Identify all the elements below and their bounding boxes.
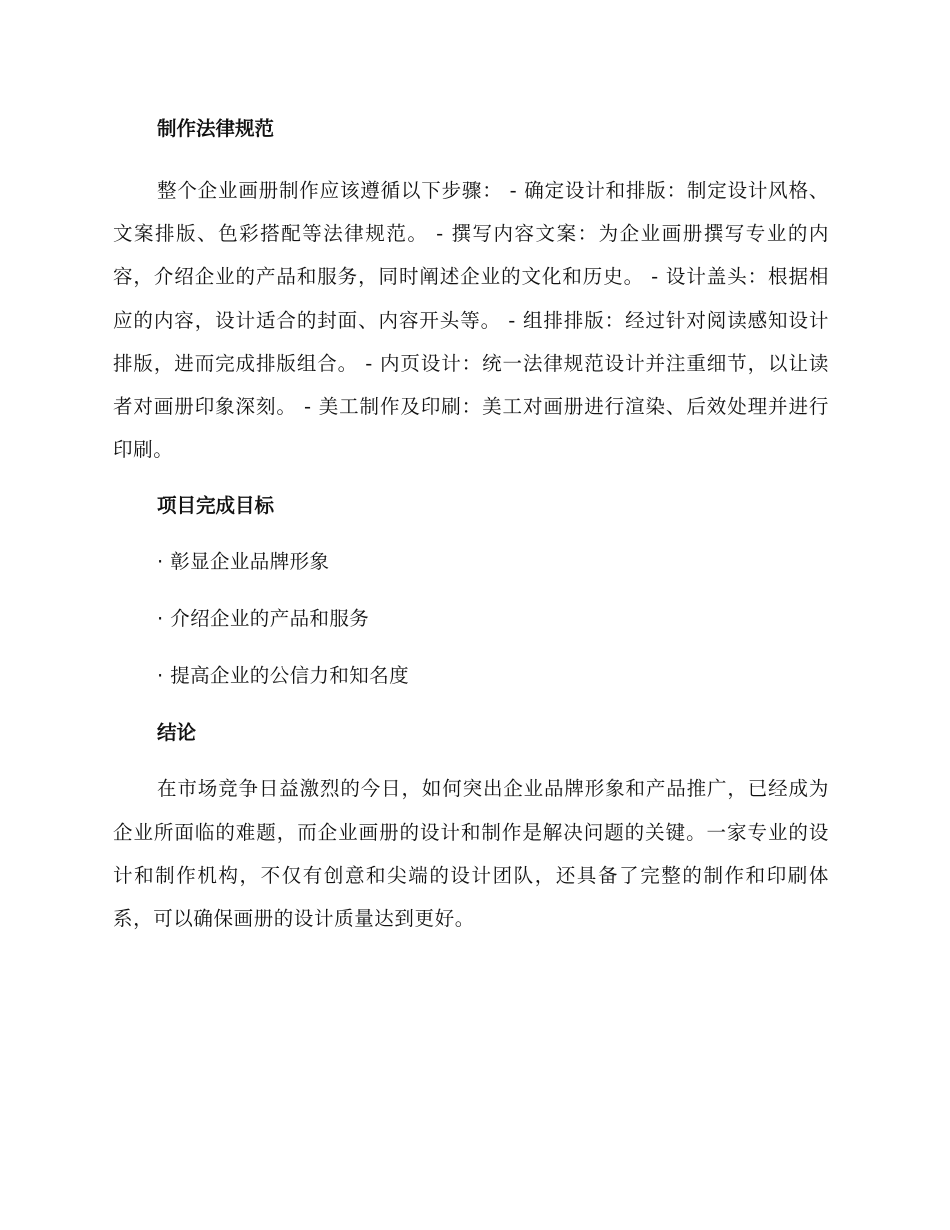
conclusion-paragraph: 在市场竞争日益激烈的今日，如何突出企业品牌形象和产品推广，已经成为企业所面临的难题，而企业画册的设计和制作是解决问题的关键。一家专业的设计和制作机构，不仅有创意和尖端的设计团队，还具备了完整的制作和印刷体系，可以确保画册的设计质量达到更好。 [113,777,829,931]
section-heading-legal: 制作法律规范 [157,117,275,140]
document-page [113,112,829,940]
legal-steps-paragraph: 整个企业画册制作应该遵循以下步骤： - 确定设计和排版：制定设计风格、文案排版、色彩搭配等法律规范。 - 撰写内容文案：为企业画册撰写专业的内容，介绍企业的产品和服务，同时阐述企业的文化和历史。 - 设计盖头：根据相应的内容，设计适合的封面、内容开头等。 - 组排排版：经过针对阅读感知设计排版，进而完成排版组合。 - 内页设计：统一法律规范设计并注重细节，以让读者对画册印象深刻。 - 美工制作及印刷：美工对画册进行渲染、后效处理并进行印刷。 [113,179,829,462]
section-heading-goals: 项目完成目标 [157,494,275,518]
goal-item: · 彰显企业品牌形象 [157,550,330,574]
section-heading-conclusion: 结论 [157,721,197,745]
goal-item: · 介绍企业的产品和服务 [157,607,370,631]
goal-item: · 提高企业的公信力和知名度 [157,664,409,688]
